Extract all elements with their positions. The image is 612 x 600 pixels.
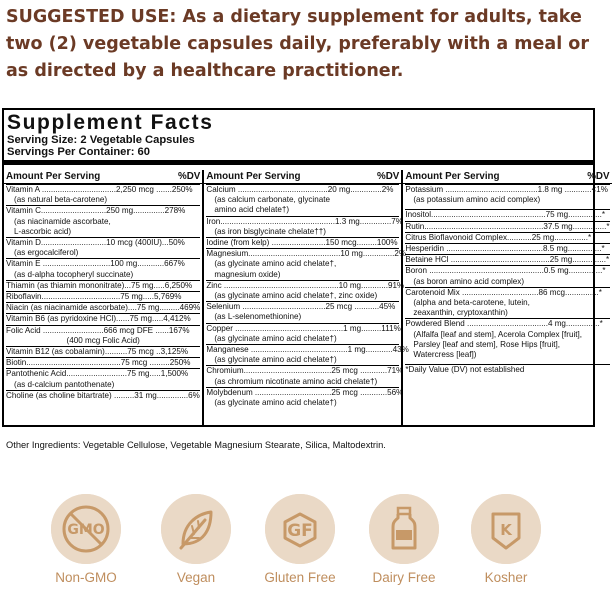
badge-kosher [466, 488, 546, 600]
header-amount: Amount Per Serving [6, 171, 101, 182]
nutrient-row: Vitamin A .................................2,250 mcg .......250% [6, 184, 200, 195]
column-header [403, 170, 611, 184]
badge-label: Gluten Free [264, 570, 336, 585]
milk-bottle-icon [369, 494, 439, 564]
nutrient-source: (as potassium amino acid complex) [413, 195, 541, 205]
nutrient-source: Parsley [leaf and stem], Rose Hips [fruit], [413, 339, 560, 349]
nutrient-row: Iron...................................................1.3 mg..............7% [206, 216, 403, 226]
nutrient-source: (as ergocalciferol) [14, 248, 79, 258]
nutrient-row: Folic Acid ...........................666 mcg DFE ......167% [6, 325, 200, 336]
nutrient-source: (as L-selenomethionine) [214, 312, 302, 322]
nutrient-row: Thiamin (as thiamin mononitrate)...75 mg.....6,250% [6, 280, 200, 291]
header-amount: Amount Per Serving [206, 171, 301, 182]
nutrient-row: Magnesium.........................................10 mg..............2% [206, 249, 407, 259]
nutrient-source: (as d-calcium pantothenate) [14, 379, 115, 389]
nutrient-row: Potassium .........................................1.8 mg ............<1% [405, 185, 608, 194]
nutrient-source: Watercress [leaf]) [413, 350, 477, 360]
nutrient-source: (as niacinamide ascorbate, [14, 216, 111, 226]
nutrient-source: (as glycinate amino acid chelate†) [214, 333, 337, 343]
nutrient-row: Vitamin D.............................10 mcg (400IU)...50% [6, 237, 200, 248]
nutrient-row: Powdered Blend ....................................4 mg...............* [405, 318, 609, 329]
thick-rule [4, 160, 593, 165]
supplement-facts-panel [2, 108, 610, 427]
nutrient-source: (as iron bisglycinate chelate††) [214, 226, 326, 236]
nutrient-row: Choline (as choline bitartrate) .........31 mg..............6% [6, 390, 200, 400]
facts-columns [4, 170, 610, 425]
header-amount: Amount Per Serving [405, 171, 500, 182]
kosher-k-icon [471, 494, 541, 564]
column-header [4, 170, 202, 184]
nutrient-row: Calcium ........................................20 mg..............2% [206, 184, 399, 195]
suggested-use-lead: SUGGESTED USE: [6, 7, 177, 27]
badge-label: Non-GMO [55, 570, 117, 585]
nutrient-source: (as boron amino acid complex) [413, 276, 525, 286]
nutrient-row: Manganese ...........................................1 mg............43% [206, 345, 409, 355]
badge-non-gmo [46, 488, 126, 600]
badge-label: Dairy Free [372, 570, 436, 585]
nutrient-row: Vitamin C.............................250 mg..............278% [6, 205, 200, 216]
badges-row [0, 488, 600, 600]
badge-label: Vegan [176, 570, 216, 585]
servings-per-container: Servings Per Container: 60 [7, 146, 151, 158]
nutrient-row: Rutin.....................................................37.5 mg...............* [405, 221, 610, 231]
nutrient-source: (Alfalfa [leaf and stem], Acerola Complex [fruit], [413, 329, 583, 339]
badge-label: Kosher [484, 570, 528, 585]
facts-column-3 [401, 170, 611, 425]
column-header [204, 170, 401, 184]
nutrient-row: Iodine (from kelp) ........................150 mcg.........100% [206, 238, 398, 248]
nutrient-row: Inositol...................................................75 mg...............* [405, 209, 609, 220]
other-ingredients: Other Ingredients: Vegetable Cellulose, Vegetable Magnesium Stearate, Silica, Maltodextrin. [6, 440, 386, 450]
nutrient-row: Zinc ...................................................10 mg............91% [206, 280, 405, 290]
nutrient-row: Carotenoid Mix ..................................86 mcg...............* [405, 287, 609, 298]
nutrient-source: (alpha and beta-carotene, lutein, [413, 298, 530, 308]
leaf-icon [161, 494, 231, 564]
nutrient-source: magnesium oxide) [214, 269, 281, 279]
nutrient-source: (as calcium carbonate, glycinate [214, 195, 330, 205]
facts-column-2 [202, 170, 409, 425]
nutrient-row: Betaine HCl ............................................25 mg...............* [405, 255, 610, 265]
nutrient-row: Hesperidin ...........................................8.5 mg...............* [405, 243, 609, 254]
nutrient-source: zeaxanthin, cryptoxanthin) [413, 308, 508, 318]
badge-dairy-free [364, 488, 444, 600]
gf-icon [265, 494, 335, 564]
suggested-use [6, 4, 596, 85]
header-dv: %DV [178, 171, 201, 182]
nutrient-source: (as d-alpha tocopheryl succinate) [14, 269, 134, 279]
nutrient-row: Chromium.......................................25 mcg ............71% [206, 366, 404, 376]
nutrient-row: Vitamin B6 (as pyridoxine HCl)......75 mg.....4,412% [6, 313, 200, 324]
nutrient-source: amino acid chelate†) [214, 205, 290, 215]
nutrient-row: Molybdenum ..................................25 mcg ............56% [206, 387, 404, 397]
suggested-use-text: As a dietary supplement for adults, take two (2) vegetable capsules daily, preferably with a meal or as directed by a healthcare practitioner. [6, 7, 589, 81]
nutrient-row: Biotin..........................................75 mcg .........250% [6, 357, 200, 368]
badge-vegan [156, 488, 236, 600]
nutrient-source: L-ascorbic acid) [14, 226, 72, 236]
nutrient-source: (as glycinate amino acid chelate†) [214, 398, 337, 408]
nutrient-row: (400 mcg Folic Acid) [66, 335, 140, 345]
nutrient-row: Niacin (as niacinamide ascorbate)....75 mg.........469% [6, 303, 201, 313]
serving-size: Serving Size: 2 Vegetable Capsules [7, 134, 195, 146]
nutrient-row: Vitamin B12 (as cobalamin)..........75 mcg ..3,125% [6, 346, 200, 357]
svg-text:GMO: GMO [67, 522, 105, 538]
nutrient-source: (as glycinate amino acid chelate†) [214, 355, 337, 365]
nutrient-row: Pantothenic Acid...........................75 mg.....1,500% [6, 368, 200, 379]
nutrient-row: Selenium .....................................25 mcg ...........45% [206, 301, 399, 312]
facts-title: Supplement Facts [7, 111, 214, 134]
nutrient-row: *Daily Value (DV) not established [405, 364, 609, 375]
nutrient-row: Riboflavin...................................75 mg.....5,769% [6, 291, 200, 302]
nutrient-row: Boron ...................................................0.5 mg...............* [405, 265, 609, 276]
badge-gluten-free [260, 488, 340, 600]
svg-text:K: K [500, 521, 512, 539]
svg-text:GF: GF [287, 521, 313, 541]
header-dv: %DV [377, 171, 400, 182]
facts-column-1 [4, 170, 202, 425]
nutrient-row: Citrus Bioflavonoid Complex...........25 mg...............* [405, 232, 609, 243]
nutrient-source: (as chromium nicotinate amino acid chelate†) [214, 376, 378, 386]
gmo-icon [51, 494, 121, 564]
header-dv: %DV [587, 171, 610, 182]
nutrient-source: (as glycinate amino acid chelate†, [214, 259, 337, 269]
nutrient-row: Copper ................................................1 mg.........111% [206, 323, 401, 333]
nutrient-row: Vitamin E ..............................100 mg............667% [6, 258, 200, 269]
nutrient-source: (as natural beta-carotene) [14, 195, 108, 205]
nutrient-source: (as glycinate amino acid chelate†, zinc oxide) [214, 291, 378, 301]
